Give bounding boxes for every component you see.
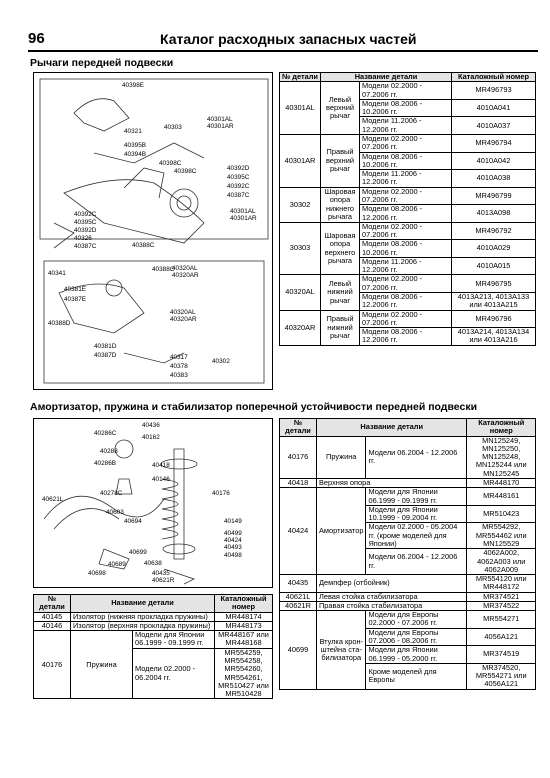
part-number: 40435 (280, 575, 317, 593)
catalog-number: MR554292, MR554462 или MN125529 (467, 523, 536, 549)
table-row (280, 134, 536, 152)
part-label: 40321 (124, 128, 142, 135)
part-label: 40621R (152, 577, 175, 584)
catalog-number: MR448167 или MR448168 (215, 631, 273, 649)
catalog-number: MR496795 (452, 275, 536, 293)
part-number: 40418 (280, 478, 317, 487)
part-label: 40435 (152, 570, 170, 577)
catalog-number: 4056A121 (467, 628, 536, 646)
part-label: 40301AL (230, 208, 256, 215)
shock-spring-diagram (33, 418, 273, 588)
table-row (280, 436, 536, 478)
model-range: Модели 02.2000 - 07.2006 гг. (360, 222, 452, 240)
catalog-number: MR448173 (215, 621, 273, 630)
col-part-name: Название детали (321, 73, 452, 82)
part-label: 40278C (100, 490, 123, 497)
part-label: 40418 (152, 462, 170, 469)
col-part-name: Название детали (71, 595, 215, 613)
part-label: 40388C (132, 242, 155, 249)
section1-title: Рычаги передней подвески (30, 57, 174, 69)
part-label: 40499 (224, 530, 242, 537)
part-label: 40603 (106, 509, 124, 516)
catalog-number: 4013A098 (452, 205, 536, 223)
part-number: 40146 (34, 621, 71, 630)
part-name: Правый нижний рычаг (321, 310, 360, 345)
table-row (280, 275, 536, 293)
part-name: Пружина (71, 631, 133, 699)
table-row (280, 187, 536, 205)
part-number: 30302 (280, 187, 321, 222)
col-part-name: Название детали (317, 419, 467, 437)
part-number: 30303 (280, 222, 321, 275)
part-name: Амортизатор (317, 488, 366, 575)
model-range: Модели для Европы 07.2006 - 08.2006 гг. (366, 628, 467, 646)
part-label: 40398C (159, 160, 182, 167)
model-range: Модели для Японии 10.1999 - 09.2004 гг. (366, 505, 467, 523)
catalog-number: MR496794 (452, 134, 536, 152)
model-range: Модели 08.2006 - 12.2006 гг. (360, 293, 452, 311)
part-label: 40301AR (207, 123, 234, 130)
part-name: Шаровая опора верхнего рычага (321, 222, 360, 275)
model-range: Модели 02.2000 - 07.2006 гг. (360, 134, 452, 152)
part-label: 40381E (64, 286, 87, 293)
part-number: 40699 (280, 611, 317, 690)
catalog-number: 4013A213, 4013A133 или 4013A215 (452, 293, 536, 311)
front-arms-diagram (33, 72, 273, 390)
catalog-number: 4010A042 (452, 152, 536, 170)
catalog-number: 4010A037 (452, 117, 536, 135)
model-range: Кроме моделей для Европы (366, 663, 467, 689)
catalog-number: MR554271 (467, 611, 536, 629)
catalog-number: 4013A214, 4013A134 или 4013A216 (452, 328, 536, 346)
part-label: 40320AL (170, 309, 196, 316)
model-range: Модели 11.2006 - 12.2006 гг. (360, 257, 452, 275)
model-range: Модели 08.2006 - 10.2006 гг. (360, 99, 452, 117)
model-range: Модели 02.2000 - 07.2006 гг. (360, 275, 452, 293)
page-number: 96 (28, 30, 45, 47)
part-label: 40341 (48, 270, 66, 277)
model-range: Модели 11.2006 - 12.2006 гг. (360, 117, 452, 135)
front-arms-part-labels (48, 82, 257, 379)
part-label: 40387C (227, 192, 250, 199)
part-name: Изолятор (верхняя прокладка пружины) (71, 621, 215, 630)
front-arms-table (279, 72, 536, 346)
part-label: 40149 (224, 518, 242, 525)
col-part-number: № детали (34, 595, 71, 613)
col-catalog-number: Каталожный номер (452, 73, 536, 82)
part-label: 40392D (227, 165, 250, 172)
table-row (34, 612, 273, 621)
catalog-number: 4062A002, 4062A003 или 4062A009 (467, 549, 536, 575)
part-label: 40493 (224, 544, 242, 551)
part-name: Правый верхний рычаг (321, 134, 360, 187)
part-label: 40301AL (207, 116, 233, 123)
catalog-number: MR496792 (452, 222, 536, 240)
part-name: Левый нижний рычаг (321, 275, 360, 310)
catalog-number: MR448161 (467, 488, 536, 506)
part-label: 40698 (88, 570, 106, 577)
part-name: Левый верхний рычаг (321, 82, 360, 135)
col-part-number: № детали (280, 419, 317, 437)
table-row (34, 631, 273, 649)
front-arms-illustration (34, 73, 273, 390)
col-catalog-number: Каталожный номер (467, 419, 536, 437)
model-range: Модели 08.2006 - 12.2006 гг. (360, 328, 452, 346)
table-row (280, 592, 536, 601)
table-row (280, 611, 536, 629)
part-label: 40383 (170, 372, 188, 379)
part-number: 40320AR (280, 310, 321, 345)
part-label: 40398E (122, 82, 145, 89)
part-label: 40398C (174, 168, 197, 175)
model-range: Модели 06.2004 - 12.2006 гг. (366, 436, 467, 478)
part-name: Левая стойка стабилизатора (317, 592, 467, 601)
shock-spring-illustration (34, 419, 273, 588)
shock-spring-part-labels (42, 422, 242, 584)
part-number: 40621L (280, 592, 317, 601)
part-label: 40320AR (172, 272, 199, 279)
catalog-number: MR374522 (467, 601, 536, 610)
part-number: 40621R (280, 601, 317, 610)
part-label: 40320AL (172, 265, 198, 272)
part-label: 40286B (94, 460, 117, 467)
part-name: Правая стойка стабилизатора (317, 601, 467, 610)
part-name: Изолятор (нижняя прокладка пружины) (71, 612, 215, 621)
model-range: Модели 06.2004 - 12.2006 гг. (366, 549, 467, 575)
part-name: Втулка крон-штейна ста-билизатора (317, 611, 366, 690)
catalog-number: MR374519 (467, 646, 536, 664)
part-label: 40286C (94, 430, 117, 437)
part-name: Демпфер (отбойник) (317, 575, 467, 593)
catalog-number: 4010A029 (452, 240, 536, 258)
part-label: 40317 (170, 354, 188, 361)
part-label: 40498 (224, 552, 242, 559)
part-label: 40381D (94, 343, 117, 350)
col-catalog-number: Каталожный номер (215, 595, 273, 613)
catalog-number: MR510423 (467, 505, 536, 523)
table-row (280, 575, 536, 593)
part-label: 40436 (142, 422, 160, 429)
catalog-number: 4010A041 (452, 99, 536, 117)
part-label: 40394B (124, 151, 147, 158)
catalog-number: MR448174 (215, 612, 273, 621)
table-row (280, 222, 536, 240)
part-label: 40694 (124, 518, 142, 525)
part-label: 40392D (74, 227, 97, 234)
part-label: 40689 (108, 561, 126, 568)
part-name: Пружина (317, 436, 366, 478)
part-label: 40303 (164, 124, 182, 131)
model-range: Модели для Японии 06.1999 - 05.2000 гг. (366, 646, 467, 664)
model-range: Модели для Японии 06.1999 - 09.1999 гг. (366, 488, 467, 506)
part-label: 40146 (152, 476, 170, 483)
catalog-number: 4010A038 (452, 170, 536, 188)
part-label: 40388C (152, 266, 175, 273)
model-range: Модели для Японии 06.1999 - 09.1999 гг. (133, 631, 215, 649)
part-label: 40326 (74, 235, 92, 242)
part-label: 40387D (94, 352, 117, 359)
part-label: 40388D (48, 320, 71, 327)
part-label: 40424 (224, 537, 242, 544)
model-range: Модели 02.2000 - 07.2006 гг. (360, 187, 452, 205)
catalog-number: MR554120 или MR448172 (467, 575, 536, 593)
catalog-number: MR496799 (452, 187, 536, 205)
part-label: 40301AR (230, 215, 257, 222)
model-range: Модели 02.2000 - 06.2004 гг. (133, 648, 215, 699)
catalog-number: MR554259, MR554258, MR554260, MR554261, MR510427 или MR510428 (215, 648, 273, 699)
page-header (28, 30, 538, 52)
model-range: Модели для Европы 02.2000 - 07.2006 гг. (366, 611, 467, 629)
model-range: Модели 08.2006 - 12.2006 гг. (360, 205, 452, 223)
part-number: 40320AL (280, 275, 321, 310)
springs-table (33, 594, 273, 699)
catalog-number: MR374521 (467, 592, 536, 601)
model-range: Модели 02.2000 - 05.2004 гг. (кроме моделей для Японии) (366, 523, 467, 549)
catalog-number: MN125249, MN125250, MN125248, MN125244 или MN125245 (467, 436, 536, 478)
part-number: 40301AR (280, 134, 321, 187)
col-part-number: № детали (280, 73, 321, 82)
model-range: Модели 11.2006 - 12.2006 гг. (360, 170, 452, 188)
part-label: 40288 (100, 448, 118, 455)
table-row (280, 488, 536, 506)
model-range: Модели 02.2000 - 07.2006 гг. (360, 82, 452, 100)
model-range: Модели 08.2006 - 10.2006 гг. (360, 240, 452, 258)
shock-stabilizer-table (279, 418, 536, 690)
model-range: Модели 08.2006 - 10.2006 гг. (360, 152, 452, 170)
part-name: Шаровая опора нижнего рычага (321, 187, 360, 222)
part-label: 40392C (227, 183, 250, 190)
section2-title: Амортизатор, пружина и стабилизатор поперечной устойчивости передней подвески (30, 401, 478, 413)
part-number: 40176 (280, 436, 317, 478)
part-label: 40621L (42, 496, 64, 503)
table-row (280, 82, 536, 100)
model-range: Модели 02.2000 - 07.2006 гг. (360, 310, 452, 328)
part-number: 40145 (34, 612, 71, 621)
catalog-number: MR496796 (452, 310, 536, 328)
part-label: 40387E (64, 296, 87, 303)
part-number: 40424 (280, 488, 317, 575)
part-label: 40395C (227, 174, 250, 181)
part-label: 40638 (144, 560, 162, 567)
catalog-number: MR496793 (452, 82, 536, 100)
part-label: 40320AR (170, 316, 197, 323)
part-label: 40176 (212, 490, 230, 497)
part-label: 40395B (124, 142, 147, 149)
catalog-number: MR374520, MR554271 или 4056A121 (467, 663, 536, 689)
part-label: 40302 (212, 358, 230, 365)
catalog-number: 4010A015 (452, 257, 536, 275)
part-label: 40378 (170, 363, 188, 370)
part-name: Верхняя опора (317, 478, 467, 487)
table-row (280, 310, 536, 328)
part-number: 40176 (34, 631, 71, 699)
catalog-number: MR448170 (467, 478, 536, 487)
part-number: 40301AL (280, 82, 321, 135)
part-label: 40395C (74, 219, 97, 226)
part-label: 40699 (129, 549, 147, 556)
part-label: 40392C (74, 211, 97, 218)
page-title: Каталог расходных запасных частей (160, 31, 417, 47)
part-label: 40387C (74, 243, 97, 250)
part-label: 40162 (142, 434, 160, 441)
